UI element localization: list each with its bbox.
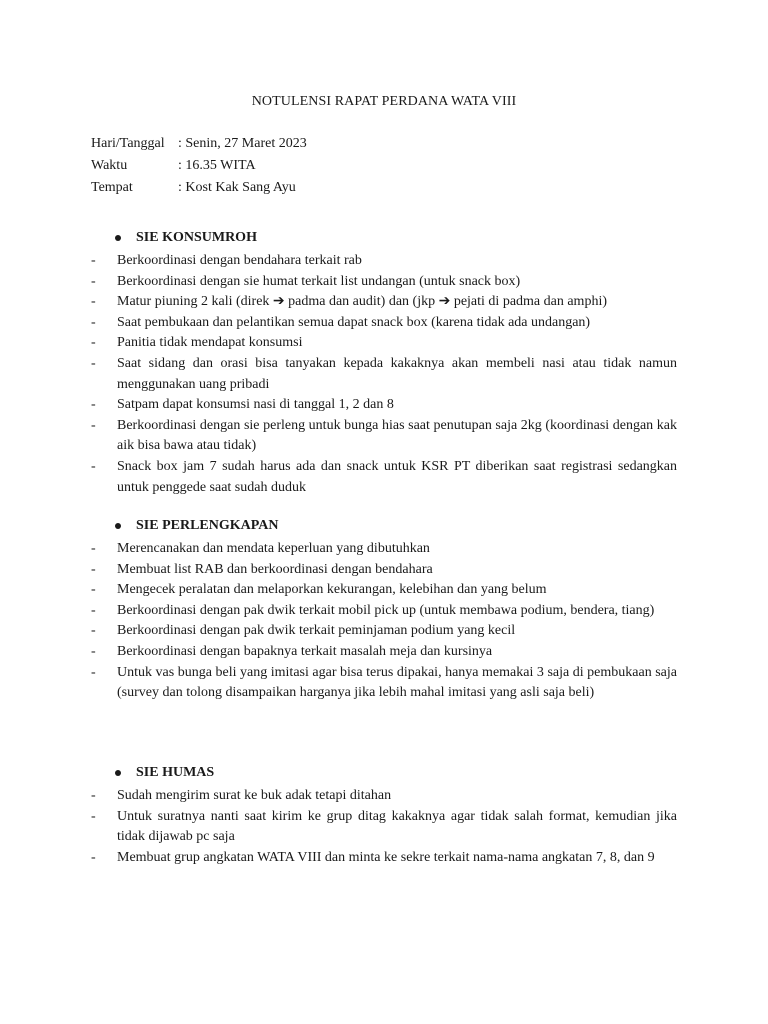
list-item [91, 292, 677, 313]
list-item [91, 333, 677, 354]
section-heading-text: SIE PERLENGKAPAN [136, 518, 279, 533]
dash-marker: - [91, 253, 96, 268]
dash-marker: - [91, 808, 96, 824]
meta-label: Hari/Tanggal [91, 136, 165, 151]
dash-marker: - [91, 541, 96, 556]
meta-label: Waktu [91, 158, 128, 173]
list-item-text: Membuat list RAB dan berkoordinasi dengan bendahara [117, 561, 433, 577]
dash-marker: - [91, 623, 96, 639]
list-item [91, 457, 677, 498]
dash-marker: - [91, 294, 96, 310]
section-heading-text: SIE HUMAS [136, 765, 215, 780]
list-item-text: Untuk vas bunga beli yang imitasi agar bisa terus dipakai, hanya memakai 3 saja di pembukaan saja (survey dan tolong disampaikan harganya jika lebih mahal imitasi yang asli saja beli) [117, 664, 677, 701]
list-item [91, 272, 677, 293]
list-item [91, 251, 677, 272]
dash-marker: - [91, 582, 96, 598]
list-item-text: Berkoordinasi dengan pak dwik terkait peminjaman podium yang kecil [117, 623, 516, 639]
dash-marker: - [91, 602, 96, 618]
list-item [91, 807, 677, 848]
dash-marker: - [91, 273, 96, 289]
dash-marker: - [91, 788, 96, 803]
list-item [91, 354, 677, 395]
list-item [91, 621, 677, 642]
bullet-icon [115, 235, 121, 241]
list-item-text: Berkoordinasi dengan pak dwik terkait mobil pick up (untuk membawa podium, bendera, tiang) [117, 602, 655, 618]
dash-marker: - [91, 397, 96, 413]
list-item [91, 395, 677, 416]
section-heading [91, 227, 677, 249]
meta-row-place [91, 177, 307, 199]
list-item [91, 663, 677, 704]
dash-marker: - [91, 664, 96, 680]
meta-row-time [91, 155, 307, 177]
list-item-text: Merencanakan dan mendata keperluan yang dibutuhkan [117, 541, 430, 556]
list-item [91, 539, 677, 560]
list-item [91, 560, 677, 581]
list-item-text: Snack box jam 7 sudah harus ada dan snack untuk KSR PT diberikan saat registrasi sedangkan untuk penggede saat sudah duduk [117, 458, 677, 495]
list-item-text: Saat sidang dan orasi bisa tanyakan kepada kakaknya akan membeli nasi atau tidak namun menggunakan uang pribadi [117, 355, 677, 392]
list-item-text: Panitia tidak mendapat konsumsi [117, 335, 303, 351]
meta-label: Tempat [91, 180, 133, 195]
dash-marker: - [91, 643, 96, 659]
list-item-text: Membuat grup angkatan WATA VIII dan minta ke sekre terkait nama-nama angkatan 7, 8, dan 9 [117, 849, 655, 865]
list-item-text: Untuk suratnya nanti saat kirim ke grup ditag kakaknya agar tidak salah format, kemudian jika tidak dijawab pc saja [117, 808, 677, 845]
section-konsumroh [91, 227, 677, 498]
list-item [91, 786, 677, 807]
dash-marker: - [91, 417, 96, 433]
list-item-text: Berkoordinasi dengan sie perleng untuk bunga hias saat penutupan saja 2kg (koordinasi dengan kak aik bisa bawa atau tidak) [117, 417, 677, 454]
list-item-text: Berkoordinasi dengan bendahara terkait rab [117, 253, 362, 268]
list-item [91, 416, 677, 457]
meeting-info [91, 133, 307, 199]
section-perlengkapan [91, 515, 677, 704]
dash-marker: - [91, 561, 96, 577]
section-humas [91, 762, 677, 868]
document-title: NOTULENSI RAPAT PERDANA WATA VIII [251, 94, 517, 109]
section-heading [91, 762, 677, 784]
list-item-text: Berkoordinasi dengan bapaknya terkait masalah meja dan kursinya [117, 643, 493, 659]
list-item [91, 313, 677, 334]
dash-marker: - [91, 335, 96, 351]
dash-marker: - [91, 849, 96, 865]
list-item [91, 580, 677, 601]
list-item [91, 601, 677, 622]
section-heading [91, 515, 677, 537]
meta-value: : Senin, 27 Maret 2023 [178, 136, 307, 151]
list-item-text: Sudah mengirim surat ke buk adak tetapi ditahan [117, 788, 392, 803]
list-item [91, 848, 677, 869]
list-item-text: Matur piuning 2 kali (direk ➔ padma dan audit) dan (jkp ➔ pejati di padma dan amphi) [117, 294, 607, 310]
bullet-icon [115, 523, 121, 529]
meta-value: : 16.35 WITA [178, 158, 256, 173]
list-item-text: Mengecek peralatan dan melaporkan kekurangan, kelebihan dan yang belum [117, 582, 547, 598]
section-heading-text: SIE KONSUMROH [136, 230, 257, 245]
bullet-icon [115, 770, 121, 776]
dash-marker: - [91, 314, 96, 330]
list-item-text: Berkoordinasi dengan sie humat terkait list undangan (untuk snack box) [117, 273, 521, 289]
list-item-text: Saat pembukaan dan pelantikan semua dapat snack box (karena tidak ada undangan) [117, 314, 591, 330]
dash-marker: - [91, 458, 96, 474]
list-item-text: Satpam dapat konsumsi nasi di tanggal 1, 2 dan 8 [117, 397, 394, 413]
dash-marker: - [91, 355, 96, 371]
meta-row-date [91, 133, 307, 155]
meta-value: : Kost Kak Sang Ayu [178, 180, 296, 195]
list-item [91, 642, 677, 663]
